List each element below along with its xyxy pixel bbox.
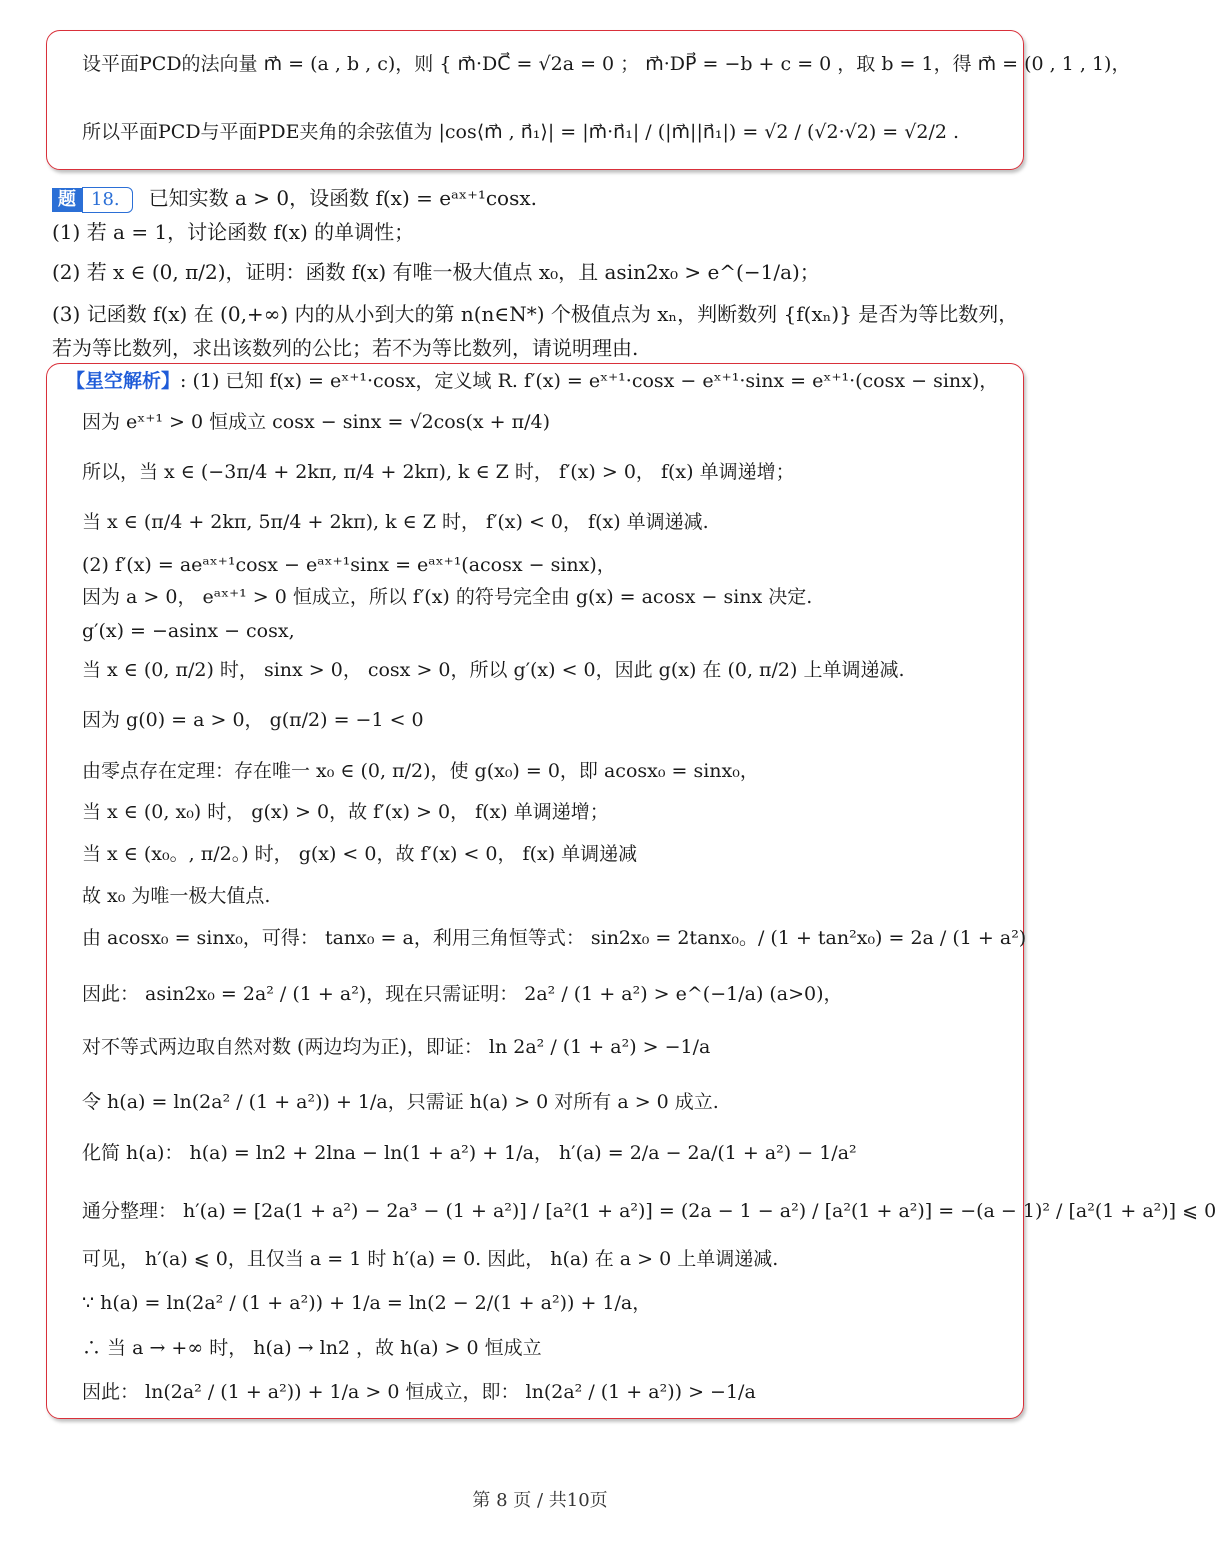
solution-line: 当 x ∈ (x₀。, π/2。) 时， g(x) < 0，故 f′(x) < 0， f(x) 单调递减: [82, 843, 638, 865]
problem-part-2: (2) 若 x ∈ (0, π/2)，证明：函数 f(x) 有唯一极大值点 x₀，且 asin2x₀ > e^(−1/a)；: [52, 260, 820, 284]
solution-line: 当 x ∈ (0, π/2) 时， sinx > 0， cosx > 0，所以 g′(x) < 0，因此 g(x) 在 (0, π/2) 上单调递减.: [82, 659, 905, 681]
problem-badge: 题: [52, 188, 82, 212]
problem-stem-line: [52, 186, 537, 213]
solution-line: 由零点存在定理：存在唯一 x₀ ∈ (0, π/2)，使 g(x₀) = 0，即 acosx₀ = sinx₀，: [82, 760, 759, 782]
problem-part-1: (1) 若 a = 1，讨论函数 f(x) 的单调性；: [52, 220, 415, 244]
solution-line: 所以，当 x ∈ (−3π/4 + 2kπ, π/4 + 2kπ), k ∈ Z 时， f′(x) > 0， f(x) 单调递增；: [82, 461, 795, 483]
solution-first-line: [66, 369, 998, 393]
solution-line: 通分整理： h′(a) = [2a(1 + a²) − 2a³ − (1 + a²)] / [a²(1 + a²)] = (2a − 1 − a²) / [a²(1 + a²)] = −(a − 1)² / [a²(1 + a²)] ⩽ 0: [82, 1200, 1216, 1222]
answer-box-previous: [46, 30, 1024, 170]
page-footer: 第 8 页 / 共10页: [472, 1490, 608, 1511]
solution-line: 当 x ∈ (π/4 + 2kπ, 5π/4 + 2kπ), k ∈ Z 时， f′(x) < 0， f(x) 单调递减.: [82, 511, 709, 533]
solution-line: 因此： ln(2a² / (1 + a²)) + 1/a > 0 恒成立，即： ln(2a² / (1 + a²)) > −1/a: [82, 1381, 756, 1403]
solution-line: 由 acosx₀ = sinx₀，可得： tanx₀ = a，利用三角恒等式： sin2x₀ = 2tanx₀。/ (1 + tan²x₀) = 2a / (1 + a²): [82, 927, 1027, 949]
solution-line: 因此： asin2x₀ = 2a² / (1 + a²)，现在只需证明： 2a² / (1 + a²) > e^(−1/a) (a>0)，: [82, 983, 843, 1005]
problem-part-3-cont: 若为等比数列，求出该数列的公比；若不为等比数列，请说明理由.: [52, 336, 639, 360]
problem-number: 18.: [82, 187, 133, 213]
problem-part-3: (3) 记函数 f(x) 在 (0,+∞) 内的从小到大的第 n(n∈N*) 个极值点为 xₙ，判断数列 {f(xₙ)} 是否为等比数列，: [52, 302, 1019, 326]
solution-line: g′(x) = −asinx − cosx,: [82, 620, 295, 642]
solution-line: 对不等式两边取自然对数 (两边均为正)，即证： ln 2a² / (1 + a²) > −1/a: [82, 1036, 711, 1058]
solution-line: 故 x₀ 为唯一极大值点.: [82, 885, 271, 907]
solution-line: (2) f′(x) = aeᵃˣ⁺¹cosx − eᵃˣ⁺¹sinx = eᵃˣ⁺¹(acosx − sinx)，: [82, 554, 616, 576]
solution-line: 因为 eˣ⁺¹ > 0 恒成立 cosx − sinx = √2cos(x + π/4): [82, 411, 551, 433]
solution-line: ∵ h(a) = ln(2a² / (1 + a²)) + 1/a = ln(2 − 2/(1 + a²)) + 1/a，: [82, 1292, 652, 1314]
solution-tag: 【星空解析】: [66, 370, 181, 392]
solution-line: 因为 a > 0， eᵃˣ⁺¹ > 0 恒成立，所以 f′(x) 的符号完全由 g(x) = acosx − sinx 决定.: [82, 586, 813, 608]
box1-line-2: 所以平面PCD与平面PDE夹角的余弦值为 |cos⟨m⃗ , n⃗₁⟩| = |m⃗·n⃗₁| / (|m⃗||n⃗₁|) = √2 / (√2·√2) = √2/2 .: [82, 121, 960, 143]
solution-line: 当 x ∈ (0, x₀) 时， g(x) > 0，故 f′(x) > 0， f(x) 单调递增；: [82, 801, 609, 823]
box1-line-1: 设平面PCD的法向量 m⃗ = (a , b , c)，则 { m⃗·DC⃗ = √2a = 0 ； m⃗·DP⃗ = −b + c = 0 ，取 b = 1，得 m⃗ = (0 , 1 , 1)，: [82, 53, 1131, 75]
solution-line: 可见， h′(a) ⩽ 0，且仅当 a = 1 时 h′(a) = 0. 因此， h(a) 在 a > 0 上单调递减.: [82, 1248, 779, 1270]
solution-first-text: : (1) 已知 f(x) = eˣ⁺¹·cosx，定义域 R. f′(x) = eˣ⁺¹·cosx − eˣ⁺¹·sinx = eˣ⁺¹·(cosx − sinx)，: [180, 370, 999, 392]
solution-line: ∴ 当 a → +∞ 时， h(a) → ln2 ，故 h(a) > 0 恒成立: [82, 1337, 542, 1359]
solution-line: 令 h(a) = ln(2a² / (1 + a²)) + 1/a，只需证 h(a) > 0 对所有 a > 0 成立.: [82, 1091, 719, 1113]
problem-stem: 已知实数 a > 0，设函数 f(x) = eᵃˣ⁺¹cosx.: [148, 186, 537, 210]
solution-line: 化简 h(a)： h(a) = ln2 + 2lna − ln(1 + a²) + 1/a， h′(a) = 2/a − 2a/(1 + a²) − 1/a²: [82, 1142, 857, 1164]
solution-line: 因为 g(0) = a > 0， g(π/2) = −1 < 0: [82, 709, 424, 731]
